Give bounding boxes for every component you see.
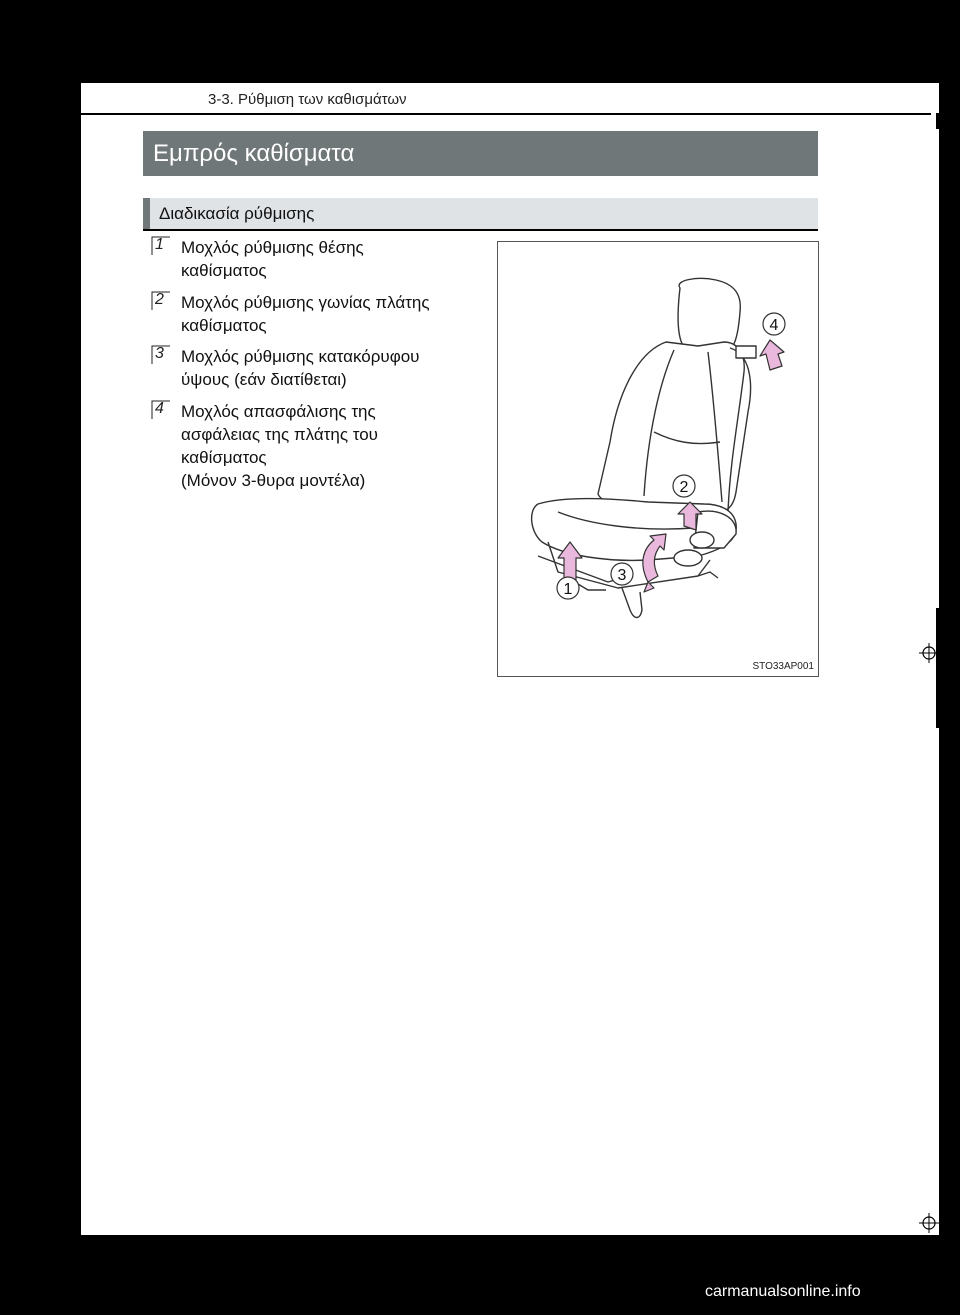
item-text xyxy=(181,291,491,337)
item-number-badge xyxy=(151,236,171,256)
crop-mark xyxy=(936,608,939,728)
item-line: καθίσματος xyxy=(181,316,267,335)
subsection-bar xyxy=(143,198,818,231)
callout-3: 3 xyxy=(617,567,627,584)
item-number-badge xyxy=(151,400,171,420)
callout-4: 4 xyxy=(769,317,779,334)
item-line: καθίσματος xyxy=(181,448,267,467)
item-number: 3 xyxy=(155,345,164,362)
item-line: Μοχλός ρύθμισης κατακόρυφου xyxy=(181,347,420,366)
running-header: 3-3. Ρύθμιση των καθισμάτων xyxy=(208,91,407,108)
subsection-accent xyxy=(143,198,150,229)
item-line: Μοχλός απασφάλισης της xyxy=(181,402,376,421)
subsection-title: Διαδικασία ρύθμισης xyxy=(159,204,315,223)
item-line: Μοχλός ρύθμισης γωνίας πλάτης xyxy=(181,293,430,312)
crop-mark xyxy=(936,113,939,129)
registration-mark-icon xyxy=(919,643,939,663)
manual-page xyxy=(81,83,939,1235)
item-text xyxy=(181,236,491,282)
item-number-badge xyxy=(151,291,171,311)
item-line: ύψους (εάν διατίθεται) xyxy=(181,370,347,389)
seat-rail-foot xyxy=(622,588,642,618)
recline-lever xyxy=(690,532,714,548)
header-rule xyxy=(81,113,931,115)
seat-illustration xyxy=(497,241,819,677)
item-number: 4 xyxy=(155,400,164,417)
lock-lever xyxy=(736,346,756,358)
item-text xyxy=(181,345,491,391)
item-number: 2 xyxy=(155,291,164,308)
seat-drawing xyxy=(498,242,818,676)
arrow-4 xyxy=(760,340,784,370)
callout-2: 2 xyxy=(679,479,689,496)
seat-back xyxy=(598,342,744,512)
callout-1: 1 xyxy=(563,581,573,598)
item-line: (Μόνον 3-θυρα μοντέλα) xyxy=(181,471,366,490)
item-number: 1 xyxy=(155,236,164,253)
height-lever xyxy=(674,550,702,566)
item-line: Μοχλός ρύθμισης θέσης xyxy=(181,238,364,257)
watermark: carmanualsonline.info xyxy=(705,1283,861,1300)
item-line: καθίσματος xyxy=(181,261,267,280)
item-line: ασφάλειας της πλάτης του xyxy=(181,425,378,444)
item-text xyxy=(181,400,491,492)
section-title: Εμπρός καθίσματα xyxy=(153,140,355,167)
item-number-badge xyxy=(151,345,171,365)
figure-code: STO33AP001 xyxy=(752,661,814,672)
section-title-bar xyxy=(143,131,818,176)
registration-mark-icon xyxy=(919,1213,939,1233)
